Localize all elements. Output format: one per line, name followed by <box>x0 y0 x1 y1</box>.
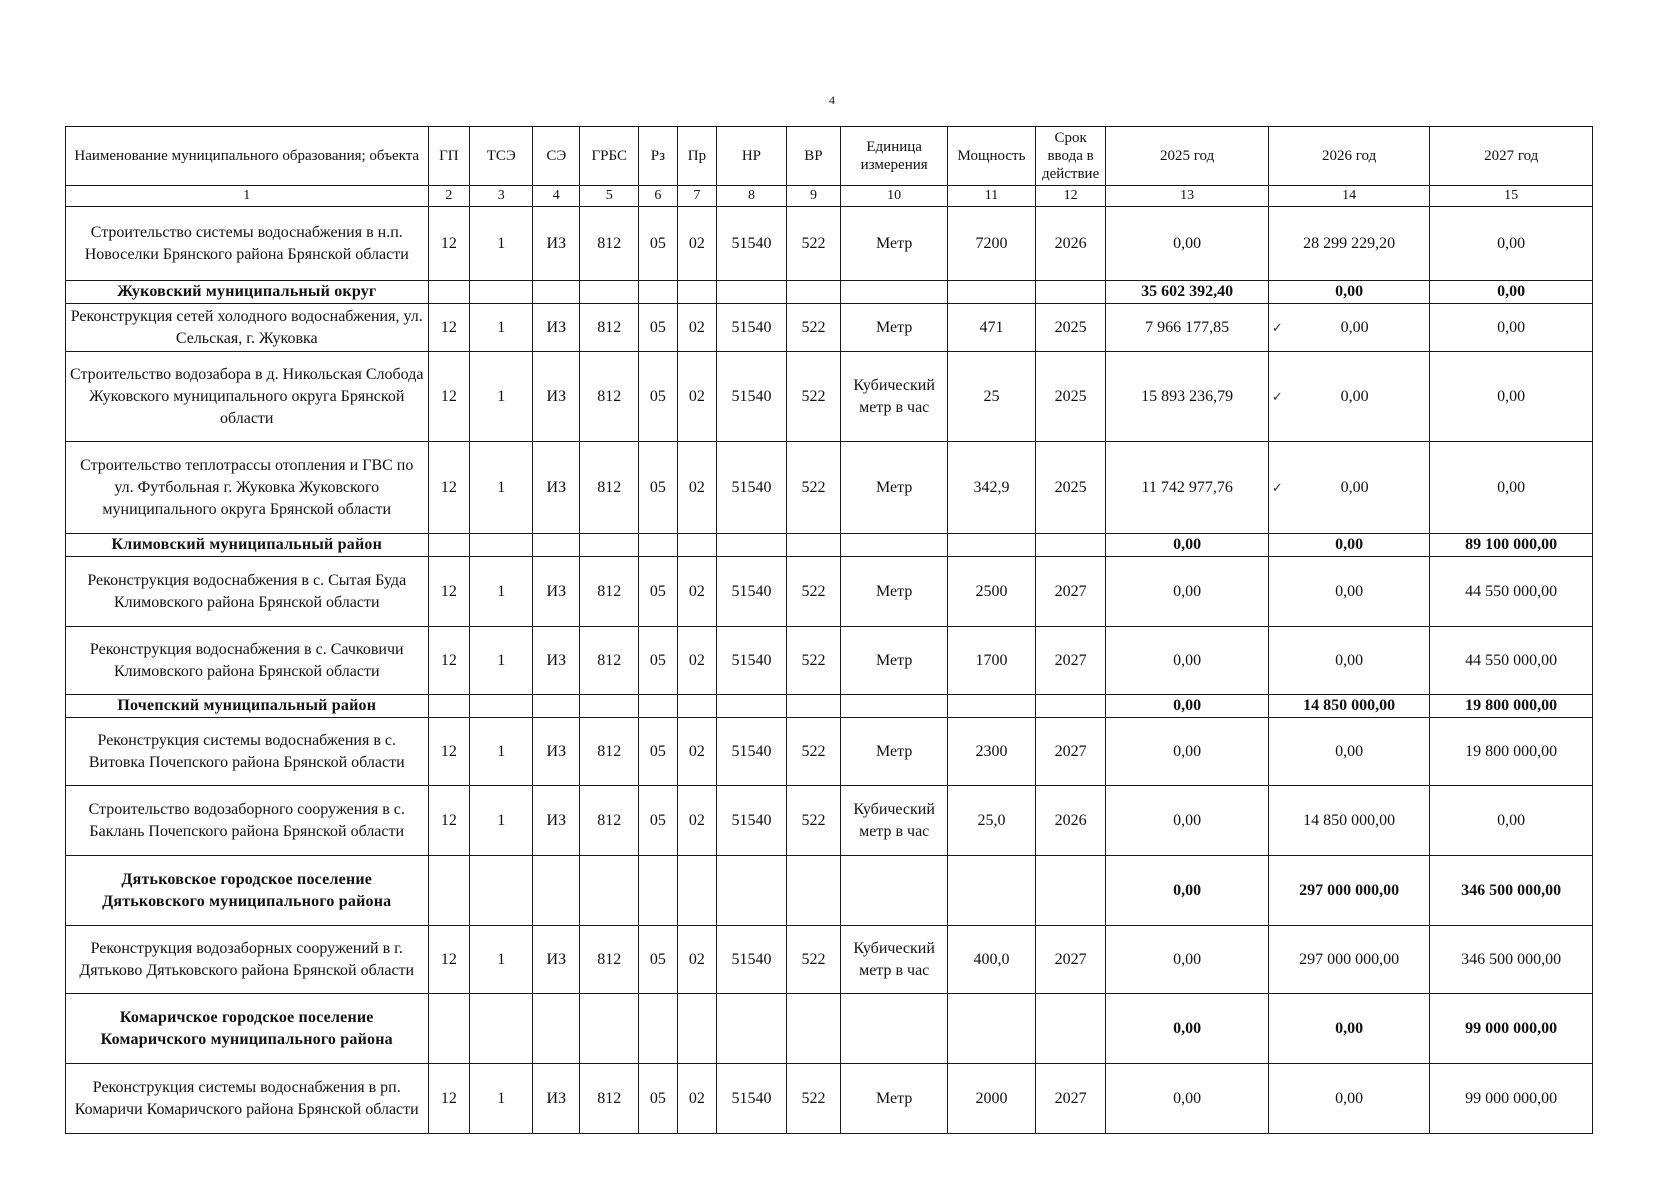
table-row <box>66 304 1593 352</box>
group-row <box>66 994 1593 1064</box>
cell-power: 2500 <box>948 557 1036 627</box>
cell-se: ИЗ <box>533 786 580 856</box>
cell-nr: 51540 <box>717 718 787 786</box>
cell-rz: 05 <box>639 207 677 281</box>
cell-nr: 51540 <box>717 627 787 695</box>
column-number: 2 <box>428 186 470 207</box>
group-2027: 346 500 000,00 <box>1430 856 1593 926</box>
object-name: Реконструкция системы водоснабжения в с. Витовка Почепского района Брянской области <box>66 718 429 786</box>
cell-tse: 1 <box>470 207 533 281</box>
cell-unit: Кубический метр в час <box>841 352 948 442</box>
cell-gp: 12 <box>428 557 470 627</box>
cell-gp: 12 <box>428 627 470 695</box>
cell-term: 2027 <box>1035 926 1106 994</box>
cell-2026: 0,00 <box>1268 718 1429 786</box>
cell-nr: 51540 <box>717 442 787 534</box>
cell-unit: Кубический метр в час <box>841 926 948 994</box>
cell-vr: 522 <box>786 627 841 695</box>
group-2027: 99 000 000,00 <box>1430 994 1593 1064</box>
cell-2025: 15 893 236,79 <box>1106 352 1269 442</box>
cell-2026: 0,00 <box>1268 1064 1429 1134</box>
cell-2027: 346 500 000,00 <box>1430 926 1593 994</box>
cell-rz: 05 <box>639 352 677 442</box>
cell-vr: 522 <box>786 207 841 281</box>
cell-grbs: 812 <box>580 207 639 281</box>
cell-se: ИЗ <box>533 557 580 627</box>
checkmark-icon: ✓ <box>1271 388 1283 404</box>
cell-tse: 1 <box>470 786 533 856</box>
header-tse: ТСЭ <box>470 127 533 186</box>
cell-grbs: 812 <box>580 1064 639 1134</box>
cell-gp: 12 <box>428 207 470 281</box>
cell-rz: 05 <box>639 1064 677 1134</box>
cell-2025: 0,00 <box>1106 718 1269 786</box>
cell-tse: 1 <box>470 442 533 534</box>
table-row <box>66 1064 1593 1134</box>
cell-2025: 0,00 <box>1106 207 1269 281</box>
cell-rz: 05 <box>639 718 677 786</box>
cell-gp: 12 <box>428 1064 470 1134</box>
cell-pr: 02 <box>677 304 717 352</box>
cell-unit: Метр <box>841 557 948 627</box>
object-name: Строительство системы водоснабжения в н.п. Новоселки Брянского района Брянской области <box>66 207 429 281</box>
group-row <box>66 281 1593 304</box>
group-2025: 0,00 <box>1106 695 1269 718</box>
cell-2026: 0,00 <box>1268 557 1429 627</box>
cell-pr: 02 <box>677 557 717 627</box>
table-row <box>66 352 1593 442</box>
cell-gp: 12 <box>428 718 470 786</box>
cell-term: 2025 <box>1035 442 1106 534</box>
cell-se: ИЗ <box>533 1064 580 1134</box>
checkmark-icon: ✓ <box>1271 479 1283 495</box>
cell-se: ИЗ <box>533 304 580 352</box>
cell-se: ИЗ <box>533 352 580 442</box>
object-name: Реконструкция водоснабжения в с. Сачковичи Климовского района Брянской области <box>66 627 429 695</box>
cell-2025: 0,00 <box>1106 627 1269 695</box>
column-number-row <box>66 186 1593 207</box>
cell-grbs: 812 <box>580 442 639 534</box>
header-nr: НР <box>717 127 787 186</box>
cell-power: 2000 <box>948 1064 1036 1134</box>
column-number: 12 <box>1035 186 1106 207</box>
object-name: Реконструкция водозаборных сооружений в г. Дятьково Дятьковского района Брянской области <box>66 926 429 994</box>
group-row <box>66 856 1593 926</box>
cell-tse: 1 <box>470 627 533 695</box>
cell-term: 2025 <box>1035 304 1106 352</box>
cell-rz: 05 <box>639 304 677 352</box>
header-power: Мощность <box>948 127 1036 186</box>
cell-term: 2026 <box>1035 207 1106 281</box>
cell-2026: 14 850 000,00 <box>1268 786 1429 856</box>
column-number: 3 <box>470 186 533 207</box>
cell-vr: 522 <box>786 926 841 994</box>
cell-gp: 12 <box>428 442 470 534</box>
cell-tse: 1 <box>470 926 533 994</box>
cell-nr: 51540 <box>717 1064 787 1134</box>
table-row <box>66 207 1593 281</box>
cell-2026: 28 299 229,20 <box>1268 207 1429 281</box>
cell-2026-value: 0,00 <box>1340 478 1369 496</box>
cell-nr: 51540 <box>717 352 787 442</box>
cell-vr: 522 <box>786 786 841 856</box>
cell-power: 7200 <box>948 207 1036 281</box>
group-2026: 0,00 <box>1268 281 1429 304</box>
cell-2025: 0,00 <box>1106 557 1269 627</box>
cell-term: 2027 <box>1035 1064 1106 1134</box>
cell-2027: 19 800 000,00 <box>1430 718 1593 786</box>
cell-rz: 05 <box>639 627 677 695</box>
page-number: 4 <box>829 93 835 107</box>
cell-gp: 12 <box>428 352 470 442</box>
group-row <box>66 534 1593 557</box>
cell-power: 25,0 <box>948 786 1036 856</box>
cell-2025: 7 966 177,85 <box>1106 304 1269 352</box>
checkmark-icon: ✓ <box>1271 319 1283 335</box>
column-number: 13 <box>1106 186 1269 207</box>
cell-pr: 02 <box>677 786 717 856</box>
header-2026: 2026 год <box>1268 127 1429 186</box>
group-name: Комаричское городское поселение Комаричского муниципального района <box>66 994 429 1064</box>
cell-gp: 12 <box>428 926 470 994</box>
cell-term: 2026 <box>1035 786 1106 856</box>
column-number: 11 <box>948 186 1036 207</box>
cell-pr: 02 <box>677 207 717 281</box>
column-number: 14 <box>1268 186 1429 207</box>
cell-vr: 522 <box>786 304 841 352</box>
header-2025: 2025 год <box>1106 127 1269 186</box>
group-2027: 0,00 <box>1430 281 1593 304</box>
cell-se: ИЗ <box>533 926 580 994</box>
column-number: 8 <box>717 186 787 207</box>
cell-term: 2025 <box>1035 352 1106 442</box>
cell-2027: 44 550 000,00 <box>1430 627 1593 695</box>
object-name: Реконструкция системы водоснабжения в рп. Комаричи Комаричского района Брянской области <box>66 1064 429 1134</box>
table-row <box>66 557 1593 627</box>
header-name: Наименование муниципального образования; объекта <box>66 127 429 186</box>
cell-pr: 02 <box>677 926 717 994</box>
header-se: СЭ <box>533 127 580 186</box>
cell-2026: 0,00 <box>1268 627 1429 695</box>
column-number: 1 <box>66 186 429 207</box>
cell-tse: 1 <box>470 352 533 442</box>
group-name: Жуковский муниципальный округ <box>66 281 429 304</box>
cell-2026 <box>1268 352 1429 442</box>
cell-rz: 05 <box>639 442 677 534</box>
cell-2027: 0,00 <box>1430 352 1593 442</box>
header-2027: 2027 год <box>1430 127 1593 186</box>
object-name: Строительство водозабора в д. Никольская Слобода Жуковского муниципального округа Брянской области <box>66 352 429 442</box>
column-number: 4 <box>533 186 580 207</box>
cell-2025: 0,00 <box>1106 1064 1269 1134</box>
cell-rz: 05 <box>639 557 677 627</box>
cell-2026 <box>1268 304 1429 352</box>
cell-vr: 522 <box>786 442 841 534</box>
cell-power: 471 <box>948 304 1036 352</box>
group-2026: 0,00 <box>1268 994 1429 1064</box>
column-number: 7 <box>677 186 717 207</box>
cell-se: ИЗ <box>533 718 580 786</box>
cell-pr: 02 <box>677 718 717 786</box>
cell-unit: Метр <box>841 207 948 281</box>
group-2027: 89 100 000,00 <box>1430 534 1593 557</box>
cell-nr: 51540 <box>717 926 787 994</box>
cell-pr: 02 <box>677 1064 717 1134</box>
cell-nr: 51540 <box>717 557 787 627</box>
cell-nr: 51540 <box>717 786 787 856</box>
cell-vr: 522 <box>786 1064 841 1134</box>
budget-table <box>65 126 1593 1134</box>
cell-power: 2300 <box>948 718 1036 786</box>
header-gp: ГП <box>428 127 470 186</box>
cell-nr: 51540 <box>717 207 787 281</box>
column-number: 15 <box>1430 186 1593 207</box>
cell-power: 1700 <box>948 627 1036 695</box>
cell-nr: 51540 <box>717 304 787 352</box>
cell-vr: 522 <box>786 557 841 627</box>
cell-2027: 44 550 000,00 <box>1430 557 1593 627</box>
cell-2025: 0,00 <box>1106 786 1269 856</box>
cell-vr: 522 <box>786 718 841 786</box>
cell-tse: 1 <box>470 557 533 627</box>
cell-grbs: 812 <box>580 926 639 994</box>
cell-2025: 0,00 <box>1106 926 1269 994</box>
group-row <box>66 695 1593 718</box>
cell-pr: 02 <box>677 442 717 534</box>
table-row <box>66 442 1593 534</box>
cell-unit: Метр <box>841 442 948 534</box>
object-name: Реконструкция сетей холодного водоснабжения, ул. Сельская, г. Жуковка <box>66 304 429 352</box>
header-unit: Единица измерения <box>841 127 948 186</box>
cell-vr: 522 <box>786 352 841 442</box>
table-row <box>66 627 1593 695</box>
group-name: Климовский муниципальный район <box>66 534 429 557</box>
cell-unit: Метр <box>841 304 948 352</box>
group-name: Дятьковское городское поселение Дятьковского муниципального района <box>66 856 429 926</box>
cell-term: 2027 <box>1035 627 1106 695</box>
cell-power: 342,9 <box>948 442 1036 534</box>
cell-se: ИЗ <box>533 442 580 534</box>
cell-power: 400,0 <box>948 926 1036 994</box>
cell-2027: 99 000 000,00 <box>1430 1064 1593 1134</box>
object-name: Реконструкция водоснабжения в с. Сытая Буда Климовского района Брянской области <box>66 557 429 627</box>
cell-2026 <box>1268 442 1429 534</box>
cell-term: 2027 <box>1035 718 1106 786</box>
column-number: 6 <box>639 186 677 207</box>
cell-unit: Метр <box>841 1064 948 1134</box>
group-2027: 19 800 000,00 <box>1430 695 1593 718</box>
cell-unit: Метр <box>841 718 948 786</box>
cell-unit: Метр <box>841 627 948 695</box>
cell-2027: 0,00 <box>1430 786 1593 856</box>
group-2025: 35 602 392,40 <box>1106 281 1269 304</box>
group-2025: 0,00 <box>1106 534 1269 557</box>
header-pr: Пр <box>677 127 717 186</box>
group-2026: 14 850 000,00 <box>1268 695 1429 718</box>
cell-pr: 02 <box>677 352 717 442</box>
table-row <box>66 926 1593 994</box>
cell-se: ИЗ <box>533 207 580 281</box>
cell-2026-value: 0,00 <box>1340 387 1369 405</box>
cell-2026: 297 000 000,00 <box>1268 926 1429 994</box>
object-name: Строительство водозаборного сооружения в с. Баклань Почепского района Брянской области <box>66 786 429 856</box>
cell-se: ИЗ <box>533 627 580 695</box>
cell-2027: 0,00 <box>1430 442 1593 534</box>
cell-grbs: 812 <box>580 627 639 695</box>
cell-gp: 12 <box>428 786 470 856</box>
cell-tse: 1 <box>470 1064 533 1134</box>
cell-power: 25 <box>948 352 1036 442</box>
group-2025: 0,00 <box>1106 994 1269 1064</box>
cell-tse: 1 <box>470 304 533 352</box>
column-number: 5 <box>580 186 639 207</box>
table-row <box>66 786 1593 856</box>
cell-rz: 05 <box>639 926 677 994</box>
group-2026: 0,00 <box>1268 534 1429 557</box>
header-row <box>66 127 1593 186</box>
column-number: 10 <box>841 186 948 207</box>
header-grbs: ГРБС <box>580 127 639 186</box>
cell-term: 2027 <box>1035 557 1106 627</box>
group-name: Почепский муниципальный район <box>66 695 429 718</box>
object-name: Строительство теплотрассы отопления и ГВС по ул. Футбольная г. Жуковка Жуковского муниципального округа Брянской области <box>66 442 429 534</box>
header-vr: ВР <box>786 127 841 186</box>
cell-grbs: 812 <box>580 718 639 786</box>
cell-grbs: 812 <box>580 352 639 442</box>
cell-unit: Кубический метр в час <box>841 786 948 856</box>
group-2025: 0,00 <box>1106 856 1269 926</box>
cell-2025: 11 742 977,76 <box>1106 442 1269 534</box>
cell-2026-value: 0,00 <box>1340 318 1369 336</box>
cell-gp: 12 <box>428 304 470 352</box>
cell-rz: 05 <box>639 786 677 856</box>
cell-grbs: 812 <box>580 557 639 627</box>
header-rz: Рз <box>639 127 677 186</box>
cell-pr: 02 <box>677 627 717 695</box>
cell-tse: 1 <box>470 718 533 786</box>
table-row <box>66 718 1593 786</box>
cell-grbs: 812 <box>580 786 639 856</box>
cell-2027: 0,00 <box>1430 304 1593 352</box>
cell-grbs: 812 <box>580 304 639 352</box>
group-2026: 297 000 000,00 <box>1268 856 1429 926</box>
cell-2027: 0,00 <box>1430 207 1593 281</box>
column-number: 9 <box>786 186 841 207</box>
header-term: Срок ввода в действие <box>1035 127 1106 186</box>
